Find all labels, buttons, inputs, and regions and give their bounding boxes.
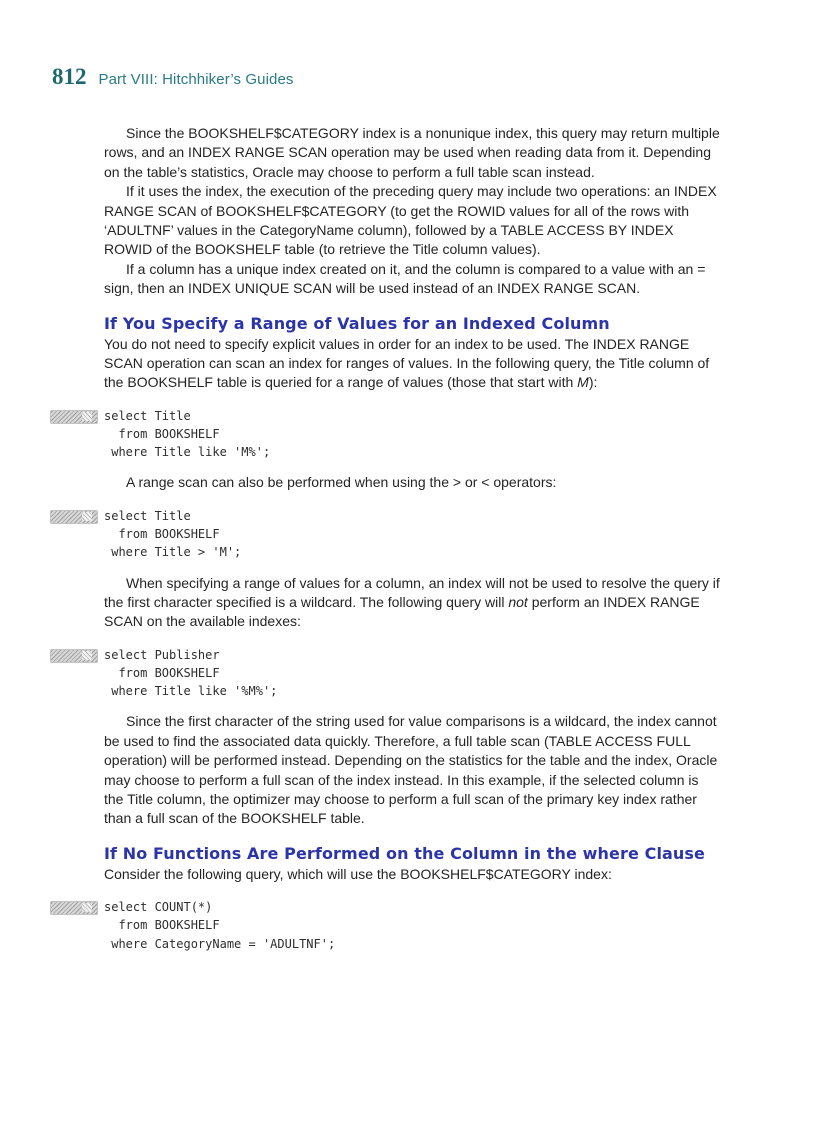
paragraph-intro-1: Since the BOOKSHELF$CATEGORY index is a nonunique index, this query may return multiple rows, and an INDEX RANGE SCAN operation may be used when reading data from it. Depending on the table’s statistics, Oracle may choose to perform a full table scan instead. [104, 125, 720, 180]
paragraph-range-values-1-text-a: You do not need to specify explicit values in order for an index to be used. The INDEX RANGE SCAN operation can scan an index for ranges of values. In the following query, the Title column of the BOOKSHELF table is queried for a range of values (those that start with [104, 335, 710, 391]
paragraph-intro-2: If it uses the index, the execution of the preceding query may include two operations: an INDEX RANGE SCAN of BOOKSHELF$CATEGORY (to get the ROWID values for all of the rows with ‘ADULTNF’ values in the CategoryName column), followed by a TABLE ACCESS BY INDEX ROWID of the BOOKSHELF table (to retrieve the Title column values). [104, 183, 717, 258]
code-block-1 [104, 407, 720, 462]
paragraph-range-values-3-text-a: When specifying a range of values for a column, an index will not be used to resolve the query if the first character specified is a wildcard. The following query will [104, 574, 720, 610]
paragraph-range-values-1-italic: M [577, 374, 589, 391]
page-header [52, 64, 294, 90]
code-listing-icon [50, 901, 98, 915]
paragraph-intro-3: If a column has a unique index created on it, and the column is compared to a value with an = sign, then an INDEX UNIQUE SCAN will be used instead of an INDEX RANGE SCAN. [104, 260, 706, 297]
code-listing-icon [50, 410, 98, 424]
code-text-4: select COUNT(*) from BOOKSHELF where CategoryName = 'ADULTNF'; [104, 900, 336, 951]
page-content [104, 124, 720, 953]
code-listing-icon [50, 649, 98, 663]
paragraph-range-values-1-text-b: ): [588, 374, 598, 391]
paragraph-range-values-1 [104, 335, 720, 393]
code-block-2 [104, 507, 720, 562]
paragraph-range-values-3 [104, 574, 720, 632]
code-listing-icon [50, 510, 98, 524]
paragraph-range-values-2: A range scan can also be performed when using the > or < operators: [126, 474, 557, 491]
section-heading-no-functions: If No Functions Are Performed on the Column in the where Clause [104, 843, 705, 863]
paragraph-range-values-4: Since the first character of the string used for value comparisons is a wildcard, the index cannot be used to find the associated data quickly. Therefore, a full table scan (TABLE ACCESS FULL operation) will be performed instead. Depending on the statistics for the table and the index, Oracle may choose to perform a full scan of the index instead. In this example, if the selected column is the Title column, the optimizer may choose to perform a full scan of the primary key index rather than a full scan of the BOOKSHELF table. [104, 713, 718, 827]
section-heading-range-values: If You Specify a Range of Values for an Indexed Column [104, 313, 610, 333]
paragraph-range-values-3-italic: not [508, 593, 528, 610]
code-block-4 [104, 898, 720, 953]
code-block-3 [104, 646, 720, 701]
code-text-3: select Publisher from BOOKSHELF where Title like '%M%'; [104, 647, 278, 699]
code-text-2: select Title from BOOKSHELF where Title > 'M'; [104, 508, 242, 560]
page-number: 812 [52, 64, 87, 89]
running-title: Part VIII: Hitchhiker’s Guides [98, 71, 294, 88]
paragraph-no-functions-1: Consider the following query, which will use the BOOKSHELF$CATEGORY index: [104, 865, 612, 882]
paragraph-range-values-3-text-b: perform an INDEX RANGE SCAN on the available indexes: [104, 593, 700, 630]
code-text-1: select Title from BOOKSHELF where Title like 'M%'; [104, 408, 271, 460]
